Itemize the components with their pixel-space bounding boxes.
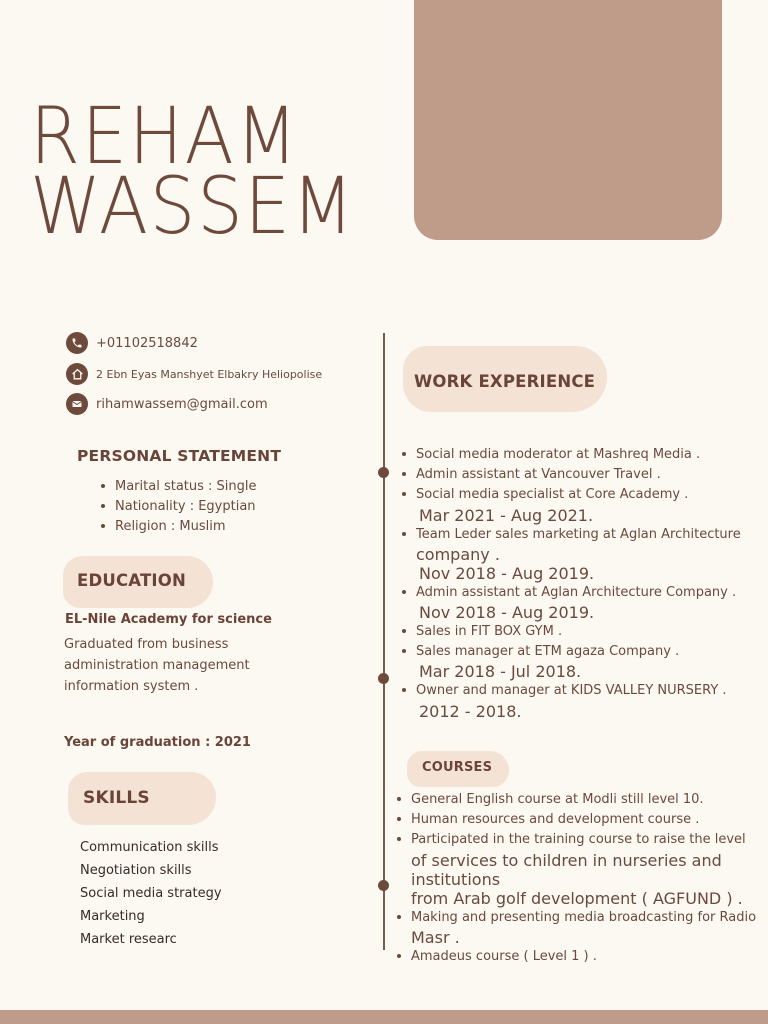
photo-placeholder [414,0,722,240]
list-item: Religion : Muslim [115,517,257,537]
contact-email [66,393,268,415]
education-line: administration management [64,658,250,673]
email-icon [66,393,88,415]
list-item: Nationality : Egyptian [115,497,257,517]
work-line: Admin assistant at Aglan Architecture Company . [416,583,756,603]
work-line: Social media specialist at Core Academy . [416,485,756,505]
list-item: Marital status : Single [115,477,257,497]
course-line-cont: from Arab golf development ( AGFUND ) . [411,888,743,908]
contact-address [66,363,322,385]
education-school: EL-Nile Academy for science [65,612,272,627]
education-line: Graduated from business [64,637,229,652]
skill-item: Negotiation skills [80,863,192,878]
education-description [64,634,250,697]
work-date: Mar 2021 - Aug 2021. [419,505,594,525]
courses-title: COURSES [422,760,493,775]
skills-title: SKILLS [83,788,150,808]
address-text: 2 Ebn Eyas Manshyet Elbakry Heliopolise [96,367,323,381]
personal-statement-list [115,477,257,537]
timeline-line [383,333,385,950]
name-last: WASSEM [30,162,356,252]
timeline-dot [378,673,389,684]
work-experience-title: WORK EXPERIENCE [414,372,596,391]
course-line-cont: Masr . [411,927,460,947]
personal-statement-title: PERSONAL STATEMENT [77,447,282,465]
phone-icon [66,332,88,354]
contact-phone [66,332,198,354]
work-line-cont: company . [416,544,500,564]
work-experience-list [416,445,756,721]
work-date: Mar 2018 - Jul 2018. [419,662,582,682]
course-line: Human resources and development course . [411,810,763,830]
course-line: General English course at Modli still level 10. [411,790,763,810]
work-date: Nov 2018 - Aug 2019. [419,603,595,623]
timeline-dot [378,880,389,891]
phone-text: +01102518842 [96,335,198,351]
skill-item: Marketing [80,909,145,924]
skill-item: Social media strategy [80,886,222,901]
graduation-year: Year of graduation : 2021 [64,735,251,750]
course-line: Making and presenting media broadcasting for Radio [411,908,763,928]
work-line: Social media moderator at Mashreq Media . [416,445,756,465]
course-line: Amadeus course ( Level 1 ) . [411,947,763,967]
work-line: Team Leder sales marketing at Aglan Architecture [416,525,756,545]
courses-list [411,790,763,967]
work-date: Nov 2018 - Aug 2019. [419,563,595,583]
skill-item: Market researc [80,932,177,947]
work-line: Owner and manager at KIDS VALLEY NURSERY . [416,681,756,701]
skill-item: Communication skills [80,840,219,855]
work-line: Admin assistant at Vancouver Travel . [416,465,756,485]
work-line: Sales manager at ETM agaza Company . [416,642,756,662]
timeline-dot [378,467,389,478]
footer-bar [0,1010,768,1024]
name-first: REHAM [30,92,300,182]
course-line-cont: of services to children in nurseries and institutions [411,850,722,889]
education-title: EDUCATION [77,571,186,590]
work-line: Sales in FIT BOX GYM . [416,622,756,642]
skills-list [80,836,222,951]
email-text: rihamwassem@gmail.com [96,396,268,412]
work-date: 2012 - 2018. [419,701,522,721]
course-line: Participated in the training course to raise the level [411,830,763,850]
home-icon [66,363,88,385]
education-line: information system . [64,679,199,694]
